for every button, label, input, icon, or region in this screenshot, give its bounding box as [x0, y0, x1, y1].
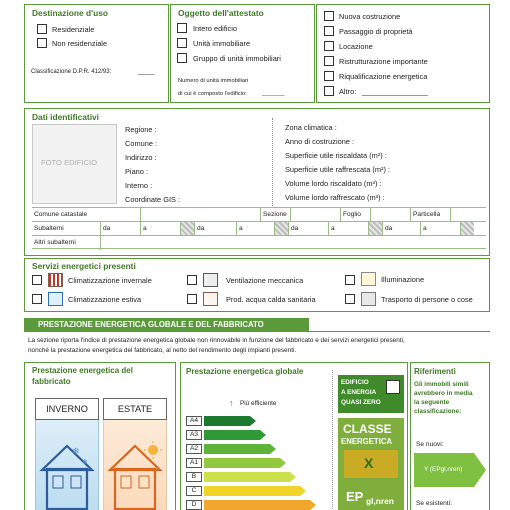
comune-catastale-label: Comune catastale [34, 211, 88, 218]
se-esistenti-label: Se esistenti: [416, 500, 452, 507]
riqualificazione-checkbox[interactable] [324, 71, 334, 81]
prestazione-banner: PRESTAZIONE ENERGETICA GLOBALE E DEL FABBRICATO [24, 318, 309, 332]
oggetto-title: Oggetto dell'attestato [178, 8, 264, 18]
gruppo-unita-checkbox[interactable] [177, 53, 187, 63]
sezione-label: Sezione [260, 208, 290, 222]
class-label-a1: A1 [186, 458, 202, 468]
fabbricato-title-1: Prestazione energetica del [32, 366, 133, 375]
numero-unita-blank[interactable]: _______ [262, 91, 285, 97]
svg-text:❄: ❄ [72, 447, 80, 457]
numero-unita-label-2: di cui è composto l'edificio: [178, 91, 247, 97]
piano-label: Piano : [125, 167, 149, 176]
sub-da-4: da [382, 222, 420, 236]
destinazione-title: Destinazione d'uso [32, 8, 108, 18]
class-bar-c [204, 486, 306, 496]
foto-edificio-label: FOTO EDIFICIO [41, 158, 97, 167]
sub-da-1: da [100, 222, 140, 236]
altro-label: Altro: [339, 87, 357, 96]
regione-label: Regione : [125, 125, 157, 134]
zona-climatica-label: Zona climatica : [285, 123, 337, 132]
riferimenti-text-2: avrebbero in media [414, 390, 473, 397]
nuova-costruzione-checkbox[interactable] [324, 11, 334, 21]
numero-unita-label-1: Numero di unità immobiliari [178, 78, 249, 84]
nzeb-text-1: EDIFICIO [341, 379, 369, 386]
energetica-label: ENERGETICA [341, 437, 393, 446]
passaggio-proprieta-label: Passaggio di proprietà [339, 27, 413, 36]
svg-text:❄: ❄ [82, 458, 88, 466]
particella-field[interactable] [450, 208, 486, 222]
globale-separator [332, 370, 333, 510]
ventilazione-checkbox[interactable] [187, 275, 197, 285]
class-label-a4: A4 [186, 416, 202, 426]
altri-subalterni-label: Altri subalterni [34, 239, 76, 246]
nzeb-checkbox[interactable] [386, 380, 400, 394]
gruppo-unita-label: Gruppo di unità immobiliari [193, 54, 281, 63]
class-label-d: D [186, 500, 202, 510]
radiator-icon [48, 273, 63, 287]
globale-title: Prestazione energetica globale [186, 367, 304, 376]
foglio-field[interactable] [370, 208, 410, 222]
unita-immobiliare-label: Unità immobiliare [193, 39, 251, 48]
servizi-title: Servizi energetici presenti [32, 261, 136, 271]
sub-a-2: a [236, 222, 274, 236]
anno-costruzione-label: Anno di costruzione : [285, 137, 355, 146]
class-label-a3: A3 [186, 430, 202, 440]
sub-hatch-3 [368, 222, 382, 236]
prestazione-desc-2: nonché la prestazione energetica del fabbricato, al netto del rendimento degli impianti presenti. [28, 347, 297, 354]
light-bulb-icon [361, 272, 376, 286]
class-bar-d [204, 500, 316, 510]
nuovi-arrow-label: Y (EPgl,nren) [424, 466, 463, 473]
ristrutturazione-checkbox[interactable] [324, 56, 334, 66]
altro-blank[interactable]: ________________ [362, 87, 428, 96]
particella-label: Particella [410, 208, 450, 222]
trasporto-label: Trasporto di persone o cose [381, 295, 473, 304]
classificazione-label: Classificazione D.P.R. 412/93: [31, 69, 112, 75]
sup-riscaldata-label: Superficie utile riscaldata (m²) : [285, 151, 387, 160]
vol-raffrescato-label: Volume lordo raffrescato (m³) : [285, 193, 385, 202]
acqua-calda-checkbox[interactable] [187, 294, 197, 304]
faucet-icon [203, 292, 218, 306]
trasporto-checkbox[interactable] [345, 294, 355, 304]
altri-subalterni-field[interactable] [100, 236, 486, 250]
class-label-a2: A2 [186, 444, 202, 454]
dati-title: Dati identificativi [32, 112, 100, 122]
classe-value: X [364, 455, 374, 471]
fabbricato-title-2: fabbricato [32, 377, 71, 386]
catasto-row [32, 207, 486, 221]
se-nuovi-label: Se nuovi: [416, 441, 444, 448]
acqua-calda-label: Prod. acqua calda sanitaria [226, 295, 316, 304]
sub-a-1: a [140, 222, 180, 236]
sup-raffrescata-label: Superficie utile raffrescata (m²) : [285, 165, 391, 174]
subalterni-label: Subalterni [34, 225, 64, 232]
clim-invernale-label: Climatizzazione invernale [68, 276, 152, 285]
coordinate-gis-label: Coordinate GIS : [125, 195, 181, 204]
locazione-label: Locazione [339, 42, 373, 51]
sub-a-4: a [420, 222, 460, 236]
clim-invernale-checkbox[interactable] [32, 275, 42, 285]
class-label-c: C [186, 486, 202, 496]
comune-catastale-field[interactable] [140, 208, 260, 222]
vol-riscaldato-label: Volume lordo riscaldato (m³) : [285, 179, 382, 188]
riferimenti-title: Riferimenti [414, 367, 456, 376]
prestazione-rule [309, 331, 490, 332]
sub-da-3: da [288, 222, 328, 236]
class-bar-a4 [204, 416, 256, 426]
summer-house-icon [106, 440, 164, 510]
illuminazione-checkbox[interactable] [345, 275, 355, 285]
up-arrow-icon: ↑ [229, 398, 234, 408]
prestazione-desc-1: La sezione riporta l'indice di prestazione energetica globale non rinnovabile in funzione del fabbricato e dei servizi energetici presenti, [28, 337, 405, 344]
air-conditioner-icon [48, 292, 63, 306]
class-bar-a2 [204, 444, 276, 454]
altro-checkbox[interactable] [324, 86, 334, 96]
class-bar-b [204, 472, 296, 482]
intero-edificio-checkbox[interactable] [177, 23, 187, 33]
classe-label: CLASSE [343, 422, 392, 436]
class-label-b: B [186, 472, 202, 482]
sub-da-2: da [194, 222, 236, 236]
passaggio-proprieta-checkbox[interactable] [324, 26, 334, 36]
sub-a-3: a [328, 222, 368, 236]
altri-subalterni-row [32, 235, 486, 249]
residenziale-label: Residenziale [52, 25, 95, 34]
nzeb-text-2: A ENERGIA [341, 389, 377, 396]
ristrutturazione-label: Ristrutturazione importante [339, 57, 428, 66]
clim-estiva-label: Climatizzazione estiva [68, 295, 142, 304]
sub-hatch-2 [274, 222, 288, 236]
destinazione-panel [24, 4, 169, 103]
sezione-field[interactable] [290, 208, 340, 222]
non-residenziale-checkbox[interactable] [37, 38, 47, 48]
sub-hatch-1 [180, 222, 194, 236]
winter-house-icon [38, 440, 96, 510]
unita-immobiliare-checkbox[interactable] [177, 38, 187, 48]
subalterni-row [32, 221, 486, 235]
classificazione-blank[interactable]: _____ [138, 69, 155, 75]
foglio-label: Foglio [340, 208, 370, 222]
indirizzo-label: Indirizzo : [125, 153, 157, 162]
gear-icon [361, 292, 376, 306]
nzeb-text-3: QUASI ZERO [341, 399, 381, 406]
fan-icon [203, 273, 218, 287]
illuminazione-label: Illuminazione [381, 275, 425, 284]
intero-edificio-label: Intero edificio [193, 24, 237, 33]
class-bar-a1 [204, 458, 286, 468]
comune-label: Comune : [125, 139, 158, 148]
riferimenti-text-1: Gli immobili simili [414, 381, 469, 388]
ep-subscript: gl,nren [366, 496, 394, 506]
interno-label: Interno : [125, 181, 153, 190]
nuova-costruzione-label: Nuova costruzione [339, 12, 401, 21]
riferimenti-text-3: la seguente [414, 399, 450, 406]
locazione-checkbox[interactable] [324, 41, 334, 51]
ep-label: EP [346, 489, 364, 504]
class-bar-a3 [204, 430, 266, 440]
residenziale-checkbox[interactable] [37, 24, 47, 34]
piu-efficiente-label: Più efficiente [240, 400, 277, 407]
non-residenziale-label: Non residenziale [52, 39, 108, 48]
estate-header: ESTATE [103, 398, 167, 420]
ventilazione-label: Ventilazione meccanica [226, 276, 304, 285]
clim-estiva-checkbox[interactable] [32, 294, 42, 304]
sub-hatch-4 [460, 222, 474, 236]
riferimenti-text-4: classificazione: [414, 408, 462, 415]
inverno-header: INVERNO [35, 398, 99, 420]
riqualificazione-label: Riqualificazione energetica [339, 72, 428, 81]
dati-divider [272, 118, 273, 206]
